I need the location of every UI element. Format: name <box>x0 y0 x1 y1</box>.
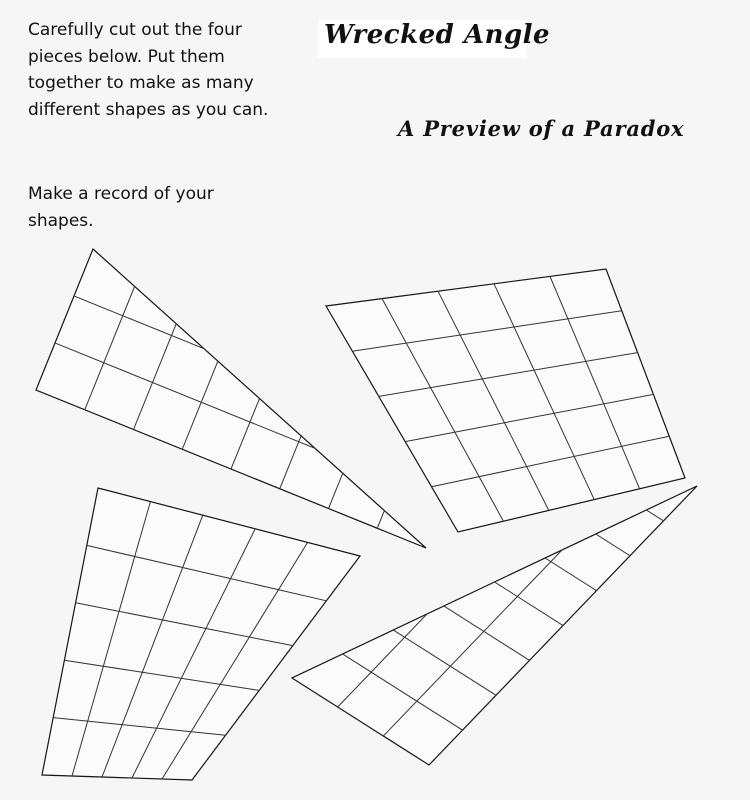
instructions-paragraph-2: Make a record of your shapes. <box>28 184 214 231</box>
instructions-paragraph-1: Carefully cut out the four pieces below. Put them together to make as many different shapes as you can. <box>28 20 269 120</box>
piece-outline <box>292 486 697 765</box>
piece-outline <box>42 488 360 780</box>
trapezoid-piece-upper-right[interactable] <box>326 269 685 532</box>
trapezoid-piece-lower-left[interactable] <box>42 488 360 780</box>
page-subtitle: A Preview of a Paradox <box>398 116 685 141</box>
page-title: Wrecked Angle <box>324 20 551 50</box>
